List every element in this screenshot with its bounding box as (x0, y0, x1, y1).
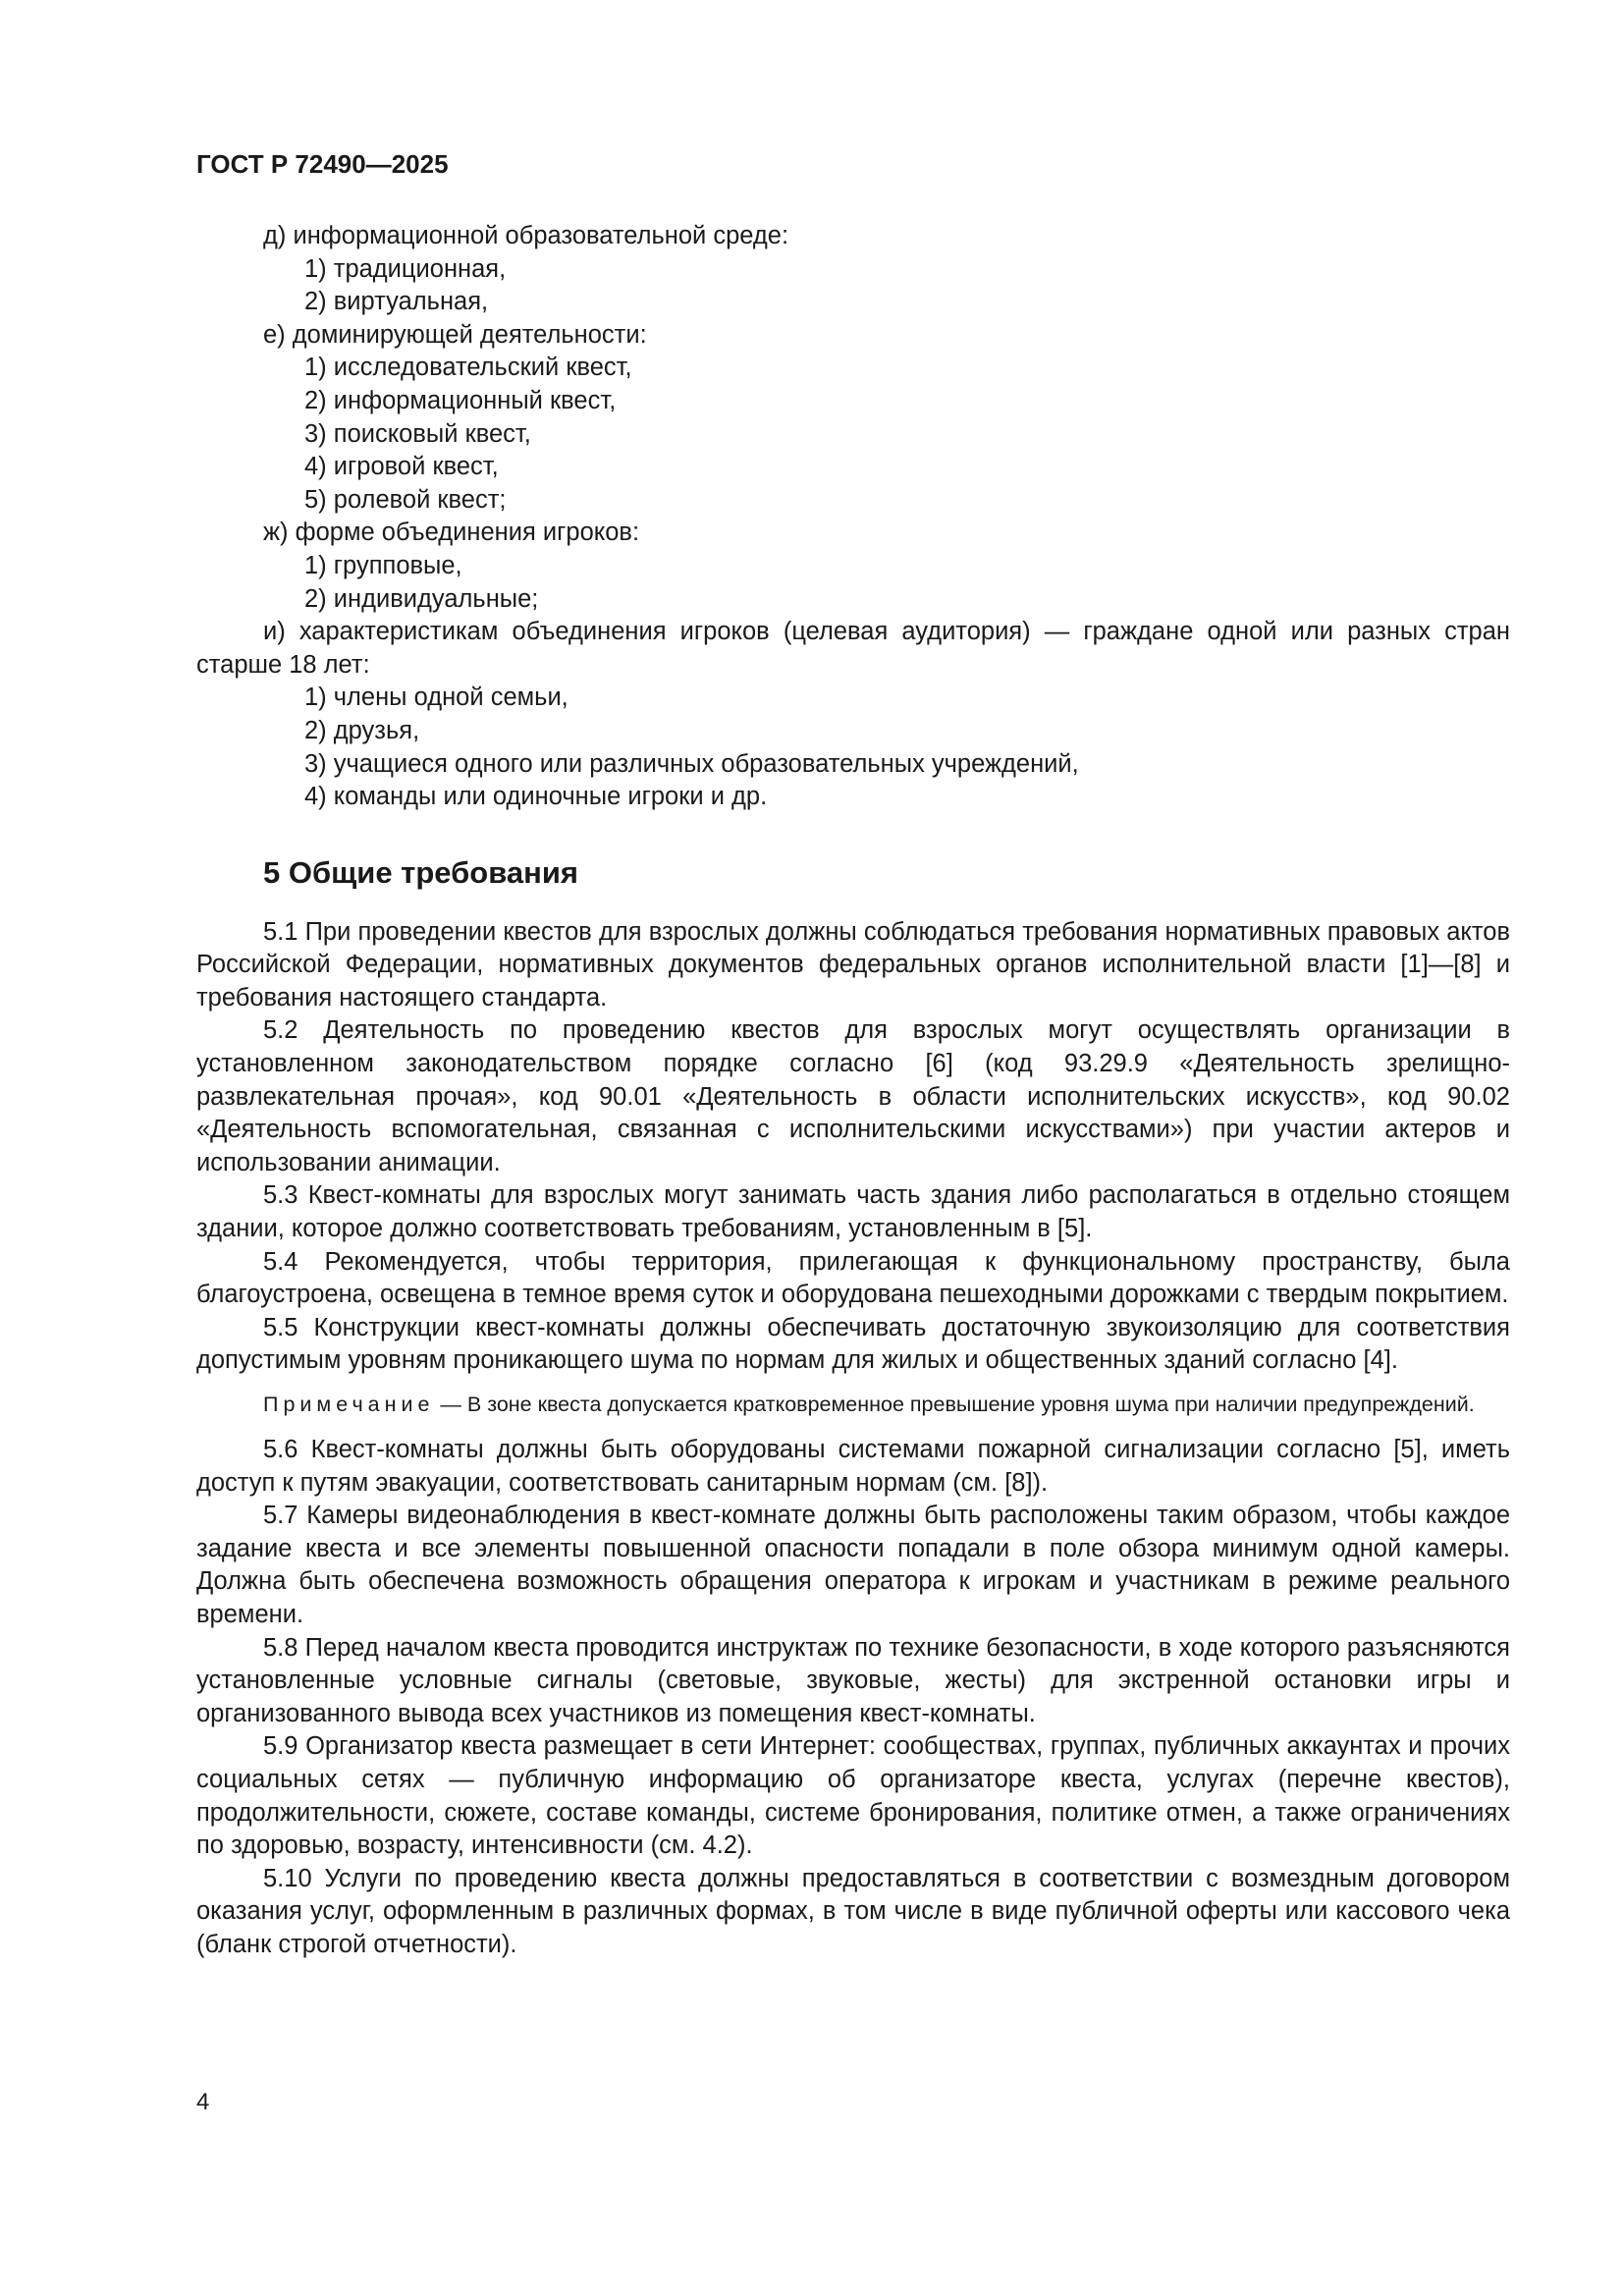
list-item: 1) исследовательский квест, (304, 354, 632, 382)
list-item: 2) информационный квест, (304, 386, 617, 414)
list-item: 1) члены одной семьи, (304, 683, 568, 712)
section-paragraphs-before-note (196, 916, 1510, 1378)
list-item: 2) друзья, (304, 716, 420, 744)
clause-paragraph: 5.7 Камеры видеонаблюдения в квест-комнате должны быть расположены таким образом, чтобы каждое задание квеста и все элементы повышенной опасности попадали в поле обзора минимум одной камеры. Должна быть обеспечена возможность обращения оператора к игрокам и участникам в режиме реального времени. (196, 1502, 1510, 1628)
document-page (196, 147, 1510, 1962)
note (196, 1390, 1510, 1420)
list-item: 5) ролевой квест; (304, 485, 507, 514)
clause-paragraph: 5.9 Организатор квеста размещает в сети Интернет: сообществах, группах, публичных аккаунтах и прочих социальных сетях — публичную информацию об организаторе квеста, услугах (перечне квестов), продолжительности, сюжете, составе команды, системе бронирования, политике отмен, а также ограничениях по здоровью, возрасту, интенсивности (см. 4.2). (196, 1732, 1510, 1860)
document-id-header: ГОСТ Р 72490—2025 (196, 149, 449, 179)
clause-paragraph: 5.2 Деятельность по проведению квестов для взрослых могут осуществлять организации в установленном законодательством порядке согласно [6] (код 93.29.9 «Деятельность зрелищно-развлекательная прочая», код 90.01 «Деятельность в области исполнительских искусств», код 90.02 «Деятельность вспомогательная, связанная с исполнительскими искусствами») при участии актеров и использовании анимации. (196, 1016, 1510, 1176)
classification-list (196, 220, 1510, 814)
list-item: е) доминирующей деятельности: (263, 320, 647, 349)
list-item: 1) традиционная, (304, 254, 507, 283)
clause-paragraph: 5.4 Рекомендуется, чтобы территория, прилегающая к функциональному пространству, была благоустроена, освещена в темное время суток и оборудована пешеходными дорожками с твердым покрытием. (196, 1247, 1510, 1309)
list-item: 2) виртуальная, (304, 288, 489, 316)
note-text: — В зоне квеста допускается кратковременное превышение уровня шума при наличии предупреждений. (434, 1393, 1475, 1416)
list-item: ж) форме объединения игроков: (263, 519, 640, 547)
section-paragraphs-after-note (196, 1434, 1510, 1962)
list-item: 3) поисковый квест, (304, 419, 531, 448)
clause-paragraph: 5.6 Квест-комнаты должны быть оборудованы системами пожарной сигнализации согласно [5], иметь доступ к путям эвакуации, соответствовать санитарным нормам (см. [8]). (196, 1436, 1510, 1497)
clause-paragraph: 5.1 При проведении квестов для взрослых должны соблюдаться требования нормативных правовых актов Российской Федерации, нормативных документов федеральных органов исполнительной власти [1]—[8] и требования настоящего стандарта. (196, 917, 1510, 1011)
list-item: 3) учащиеся одного или различных образовательных учреждений, (304, 749, 1079, 778)
clause-paragraph: 5.5 Конструкции квест-комнаты должны обеспечивать достаточную звукоизоляцию для соответствия допустимым уровням проникающего шума по нормам для жилых и общественных зданий согласно [4]. (196, 1313, 1510, 1375)
list-item: д) информационной образовательной среде: (263, 222, 789, 249)
clause-paragraph: 5.10 Услуги по проведению квеста должны предоставляться в соответствии с возмездным договором оказания услуг, оформленным в различных формах, в том числе в виде публичной оферты или кассового чека (бланк строгой отчетности). (196, 1864, 1510, 1958)
section-title: 5 Общие требования (263, 854, 578, 890)
clause-paragraph: 5.3 Квест-комнаты для взрослых могут занимать часть здания либо располагаться в отдельно стоящем здании, которое должно соответствовать требованиям, установленным в [5]. (196, 1181, 1510, 1243)
clause-paragraph: 5.8 Перед началом квеста проводится инструктаж по технике безопасности, в ходе которого разъясняются установленные условные сигналы (световые, звуковые, жесты) для экстренной остановки игры и организованного вывода всех участников из помещения квест-комнаты. (196, 1633, 1510, 1727)
page-number: 4 (196, 2089, 210, 2115)
list-item: 4) команды или одиночные игроки и др. (304, 783, 768, 811)
list-item: 2) индивидуальные; (304, 584, 539, 613)
note-label: Примечание (263, 1393, 435, 1416)
list-item: и) характеристикам объединения игроков (целевая аудитория) — граждане одной или разных стран старше 18 лет: (196, 618, 1510, 679)
list-item: 4) игровой квест, (304, 453, 499, 481)
list-item: 1) групповые, (304, 551, 462, 579)
